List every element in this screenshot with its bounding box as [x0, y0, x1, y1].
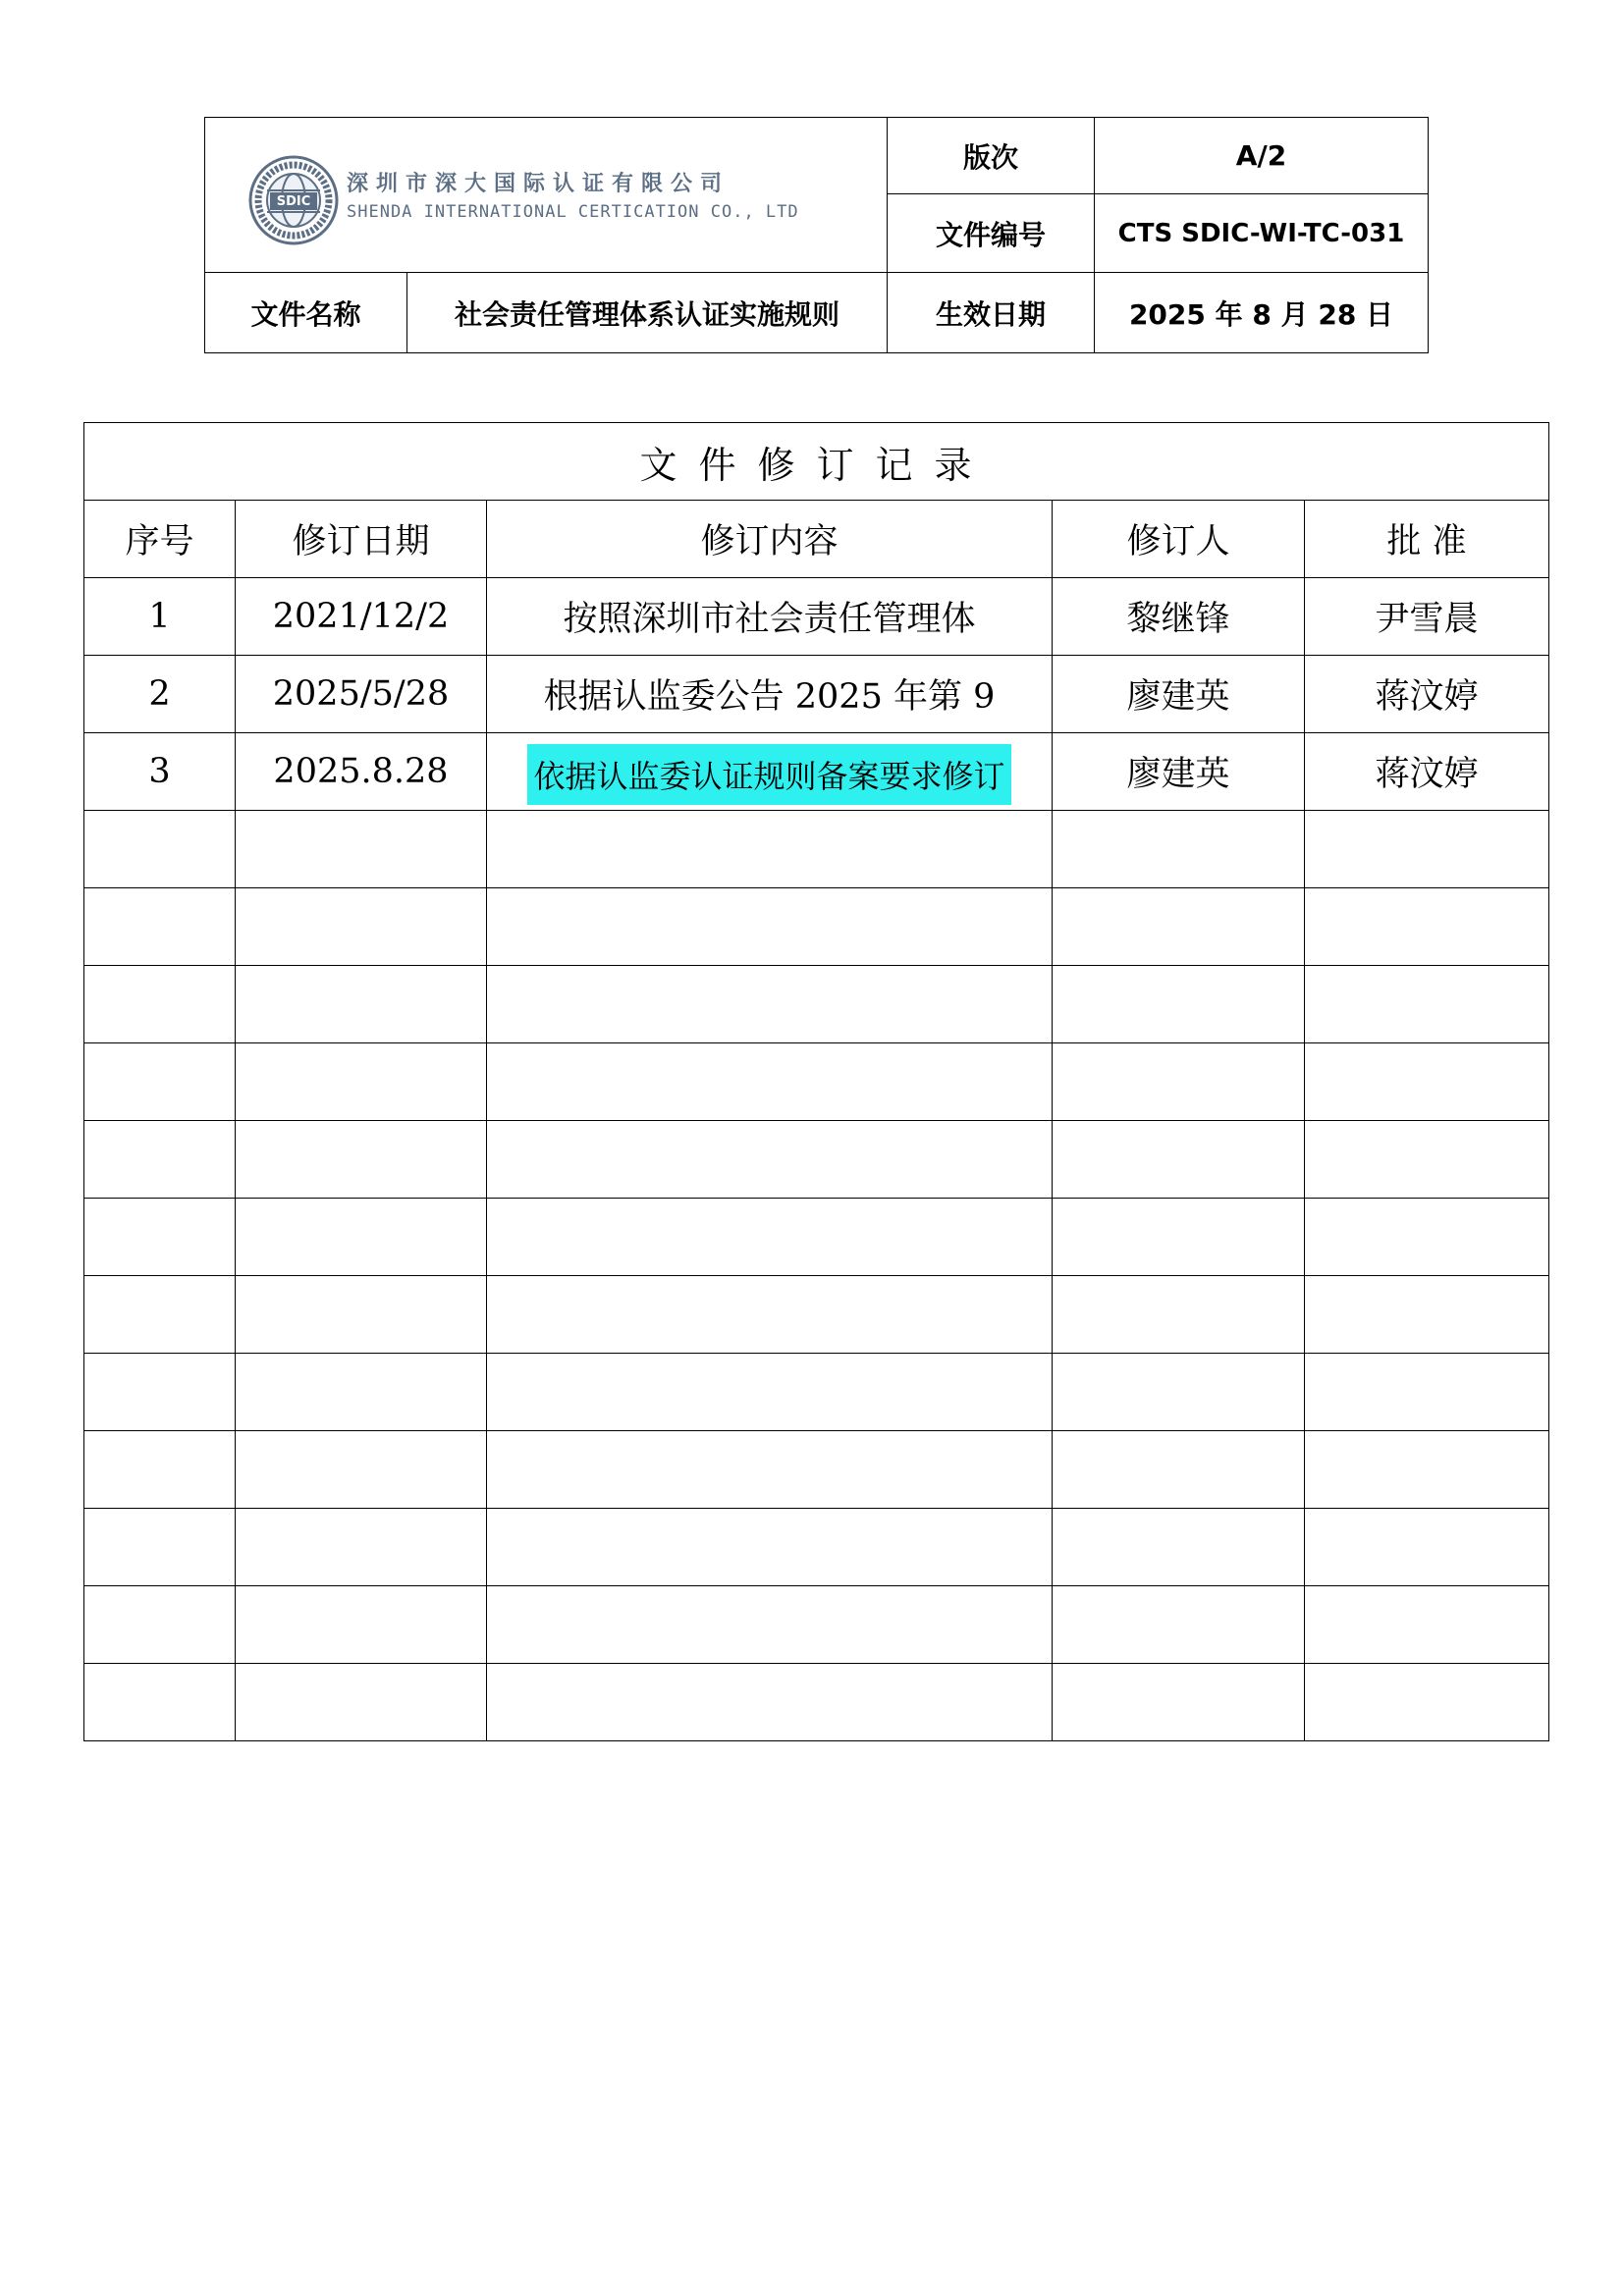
empty-cell	[487, 1043, 1053, 1121]
empty-cell	[1305, 1043, 1549, 1121]
table-row	[84, 1586, 1549, 1664]
empty-cell	[236, 1199, 487, 1276]
row-approver: 尹雪晨	[1305, 578, 1549, 656]
row-date: 2021/12/2	[236, 578, 487, 656]
table-row	[84, 966, 1549, 1043]
row-approver: 蒋汶婷	[1305, 733, 1549, 811]
empty-cell	[1305, 1586, 1549, 1664]
table-row	[84, 1199, 1549, 1276]
row-no: 2	[84, 656, 236, 733]
company-name-en: SHENDA INTERNATIONAL CERTICATION CO., LTD	[347, 202, 799, 222]
empty-cell	[84, 1276, 236, 1354]
version-label: 版次	[888, 118, 1095, 194]
empty-cell	[1305, 966, 1549, 1043]
row-content: 根据认监委公告 2025 年第 9	[487, 656, 1053, 733]
table-row	[84, 578, 1549, 656]
table-row	[84, 1043, 1549, 1121]
empty-cell	[1053, 1509, 1305, 1586]
empty-cell	[487, 1276, 1053, 1354]
empty-cell	[487, 966, 1053, 1043]
empty-cell	[236, 1043, 487, 1121]
document-header-table	[204, 117, 1429, 353]
table-row	[84, 1509, 1549, 1586]
highlighted-revision-content: 依据认监委认证规则备案要求修订	[527, 744, 1010, 805]
empty-cell	[236, 1431, 487, 1509]
column-header-date: 修订日期	[236, 501, 487, 578]
empty-cell	[487, 1664, 1053, 1741]
empty-cell	[487, 1431, 1053, 1509]
table-row	[84, 656, 1549, 733]
column-header-no: 序号	[84, 501, 236, 578]
empty-cell	[84, 1664, 236, 1741]
company-name-cn: 深圳市深大国际认证有限公司	[347, 172, 731, 196]
company-logo	[248, 155, 799, 253]
empty-cell	[1053, 1354, 1305, 1431]
empty-cell	[84, 1431, 236, 1509]
empty-cell	[487, 888, 1053, 966]
row-reviser: 廖建英	[1053, 656, 1305, 733]
table-row	[84, 811, 1549, 888]
effective-date-label: 生效日期	[888, 273, 1095, 353]
revision-table-title: 文件修订记录	[84, 423, 1549, 501]
empty-cell	[1053, 1276, 1305, 1354]
empty-cell	[1305, 1664, 1549, 1741]
empty-cell	[84, 1586, 236, 1664]
table-row	[84, 1121, 1549, 1199]
logo-text: SDIC	[276, 194, 311, 209]
empty-cell	[1305, 1509, 1549, 1586]
empty-cell	[487, 1354, 1053, 1431]
table-row	[84, 1354, 1549, 1431]
empty-cell	[84, 811, 236, 888]
effective-date-value: 2025 年 8 月 28 日	[1095, 273, 1429, 353]
empty-cell	[1053, 1199, 1305, 1276]
company-logo-cell	[205, 118, 888, 273]
empty-cell	[1305, 1431, 1549, 1509]
empty-cell	[236, 1121, 487, 1199]
row-date: 2025.8.28	[236, 733, 487, 811]
doc-name-label: 文件名称	[205, 273, 407, 353]
empty-cell	[84, 1199, 236, 1276]
empty-cell	[487, 1586, 1053, 1664]
empty-cell	[1305, 1276, 1549, 1354]
row-reviser: 黎继锋	[1053, 578, 1305, 656]
row-reviser: 廖建英	[1053, 733, 1305, 811]
row-no: 3	[84, 733, 236, 811]
empty-cell	[236, 811, 487, 888]
empty-cell	[1053, 1431, 1305, 1509]
empty-cell	[1053, 811, 1305, 888]
empty-cell	[236, 1276, 487, 1354]
table-row	[84, 1431, 1549, 1509]
empty-cell	[487, 1121, 1053, 1199]
row-no: 1	[84, 578, 236, 656]
revision-record-table	[83, 422, 1549, 1741]
empty-cell	[84, 1043, 236, 1121]
row-content	[487, 733, 1053, 811]
empty-cell	[1053, 1121, 1305, 1199]
empty-cell	[236, 1586, 487, 1664]
empty-cell	[1305, 1354, 1549, 1431]
version-value: A/2	[1095, 118, 1429, 194]
doc-name-value: 社会责任管理体系认证实施规则	[407, 273, 888, 353]
empty-cell	[1053, 1664, 1305, 1741]
column-header-content: 修订内容	[487, 501, 1053, 578]
empty-cell	[236, 966, 487, 1043]
empty-cell	[84, 1509, 236, 1586]
empty-cell	[487, 811, 1053, 888]
empty-cell	[84, 1121, 236, 1199]
empty-cell	[1053, 1586, 1305, 1664]
column-header-approver: 批 准	[1305, 501, 1549, 578]
empty-cell	[84, 888, 236, 966]
column-header-reviser: 修订人	[1053, 501, 1305, 578]
empty-cell	[84, 966, 236, 1043]
table-row	[84, 733, 1549, 811]
table-row	[84, 888, 1549, 966]
doc-number-label: 文件编号	[888, 194, 1095, 273]
empty-cell	[1053, 1043, 1305, 1121]
empty-cell	[1305, 1199, 1549, 1276]
table-row	[84, 1276, 1549, 1354]
empty-cell	[1305, 888, 1549, 966]
empty-cell	[1305, 811, 1549, 888]
empty-cell	[236, 888, 487, 966]
empty-cell	[1053, 888, 1305, 966]
table-row	[84, 1664, 1549, 1741]
empty-cell	[1305, 1121, 1549, 1199]
empty-cell	[236, 1664, 487, 1741]
empty-cell	[236, 1509, 487, 1586]
row-date: 2025/5/28	[236, 656, 487, 733]
empty-cell	[487, 1199, 1053, 1276]
row-approver: 蒋汶婷	[1305, 656, 1549, 733]
doc-number-value: CTS SDIC-WI-TC-031	[1095, 194, 1429, 273]
revision-header-row	[84, 501, 1549, 578]
empty-cell	[1053, 966, 1305, 1043]
row-content: 按照深圳市社会责任管理体	[487, 578, 1053, 656]
empty-cell	[84, 1354, 236, 1431]
empty-cell	[236, 1354, 487, 1431]
globe-seal-icon	[248, 155, 339, 245]
empty-cell	[487, 1509, 1053, 1586]
